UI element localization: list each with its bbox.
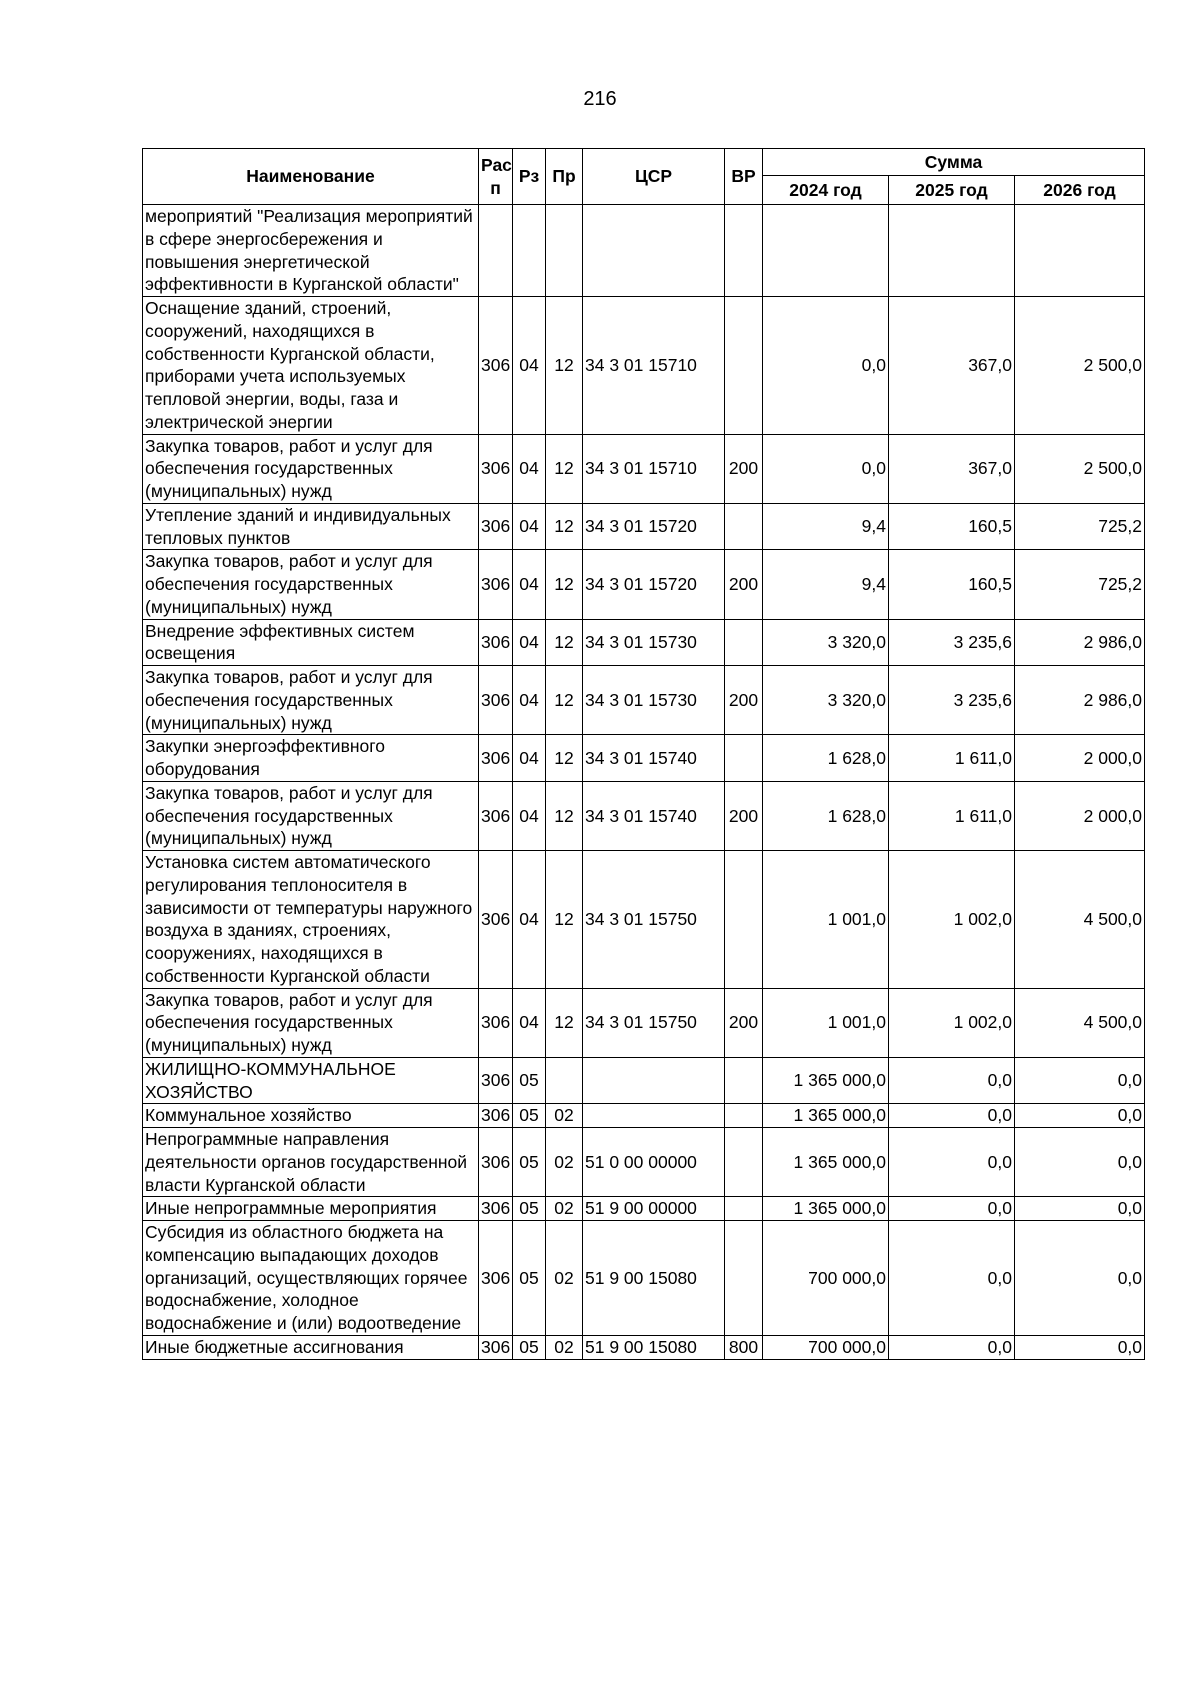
header-2025: 2025 год (889, 176, 1015, 205)
cell-rasp: 306 (479, 735, 513, 782)
cell-name: Субсидия из областного бюджета на компенсацию выпадающих доходов организаций, осуществляющих горячее водоснабжение, холодное водоснабжение и (или) водоотведение (143, 1221, 479, 1336)
header-name: Наименование (143, 149, 479, 205)
cell-s2025: 3 235,6 (889, 619, 1015, 666)
cell-s2024: 700 000,0 (763, 1335, 889, 1359)
cell-s2025: 0,0 (889, 1128, 1015, 1197)
table-row (143, 1128, 1145, 1197)
cell-name: ЖИЛИЩНО-КОММУНАЛЬНОЕ ХОЗЯЙСТВО (143, 1057, 479, 1104)
cell-s2025: 1 611,0 (889, 735, 1015, 782)
cell-s2024: 9,4 (763, 550, 889, 619)
cell-rz: 05 (513, 1104, 546, 1128)
cell-s2025: 367,0 (889, 434, 1015, 503)
cell-s2024: 0,0 (763, 434, 889, 503)
cell-rz: 04 (513, 851, 546, 989)
table-row (143, 735, 1145, 782)
table-row (143, 619, 1145, 666)
cell-s2024 (763, 205, 889, 297)
cell-s2024: 3 320,0 (763, 666, 889, 735)
cell-rasp (479, 205, 513, 297)
cell-rasp: 306 (479, 297, 513, 435)
cell-pr: 12 (546, 550, 583, 619)
cell-s2026: 725,2 (1015, 550, 1145, 619)
cell-s2026: 725,2 (1015, 503, 1145, 550)
cell-rz: 04 (513, 297, 546, 435)
cell-rasp: 306 (479, 1057, 513, 1104)
cell-pr: 02 (546, 1128, 583, 1197)
cell-rz: 05 (513, 1057, 546, 1104)
cell-rasp: 306 (479, 1128, 513, 1197)
cell-csr: 51 9 00 00000 (583, 1197, 725, 1221)
cell-rasp: 306 (479, 781, 513, 850)
cell-rz: 04 (513, 619, 546, 666)
cell-s2024: 1 001,0 (763, 851, 889, 989)
cell-s2026: 2 000,0 (1015, 735, 1145, 782)
header-sum: Сумма (763, 149, 1145, 176)
cell-s2026: 0,0 (1015, 1128, 1145, 1197)
cell-s2024: 1 365 000,0 (763, 1128, 889, 1197)
cell-vr (725, 1221, 763, 1336)
cell-vr: 200 (725, 666, 763, 735)
cell-name: Внедрение эффективных систем освещения (143, 619, 479, 666)
cell-rasp: 306 (479, 434, 513, 503)
cell-s2025 (889, 205, 1015, 297)
cell-rz: 05 (513, 1128, 546, 1197)
cell-pr: 12 (546, 851, 583, 989)
cell-rasp: 306 (479, 1104, 513, 1128)
cell-pr: 12 (546, 735, 583, 782)
cell-vr (725, 851, 763, 989)
cell-vr (725, 1057, 763, 1104)
cell-s2025: 0,0 (889, 1197, 1015, 1221)
cell-s2026: 0,0 (1015, 1335, 1145, 1359)
cell-s2024: 3 320,0 (763, 619, 889, 666)
cell-s2025: 1 611,0 (889, 781, 1015, 850)
cell-csr: 51 9 00 15080 (583, 1335, 725, 1359)
cell-csr: 51 9 00 15080 (583, 1221, 725, 1336)
cell-rz: 04 (513, 988, 546, 1057)
cell-csr: 34 3 01 15720 (583, 550, 725, 619)
cell-s2025: 0,0 (889, 1221, 1015, 1336)
table-header (143, 149, 1145, 205)
cell-s2024: 1 628,0 (763, 781, 889, 850)
cell-name: Закупка товаров, работ и услуг для обеспечения государственных (муниципальных) нужд (143, 666, 479, 735)
cell-name: Оснащение зданий, строений, сооружений, находящихся в собственности Курганской области, приборами учета используемых тепловой энергии, воды, газа и электрической энергии (143, 297, 479, 435)
cell-vr (725, 1128, 763, 1197)
cell-pr: 12 (546, 781, 583, 850)
cell-name: Иные бюджетные ассигнования (143, 1335, 479, 1359)
cell-pr: 02 (546, 1197, 583, 1221)
cell-vr: 800 (725, 1335, 763, 1359)
table-row (143, 851, 1145, 989)
cell-pr: 02 (546, 1335, 583, 1359)
cell-rz: 04 (513, 503, 546, 550)
cell-s2025: 0,0 (889, 1335, 1015, 1359)
table-row (143, 503, 1145, 550)
table-row (143, 1335, 1145, 1359)
cell-s2026: 0,0 (1015, 1197, 1145, 1221)
cell-pr: 12 (546, 503, 583, 550)
cell-s2026: 4 500,0 (1015, 851, 1145, 989)
cell-name: мероприятий "Реализация мероприятий в сфере энергосбережения и повышения энергетической эффективности в Курганской области" (143, 205, 479, 297)
header-pr: Пр (546, 149, 583, 205)
cell-name: Непрограммные направления деятельности органов государственной власти Курганской области (143, 1128, 479, 1197)
table-body (143, 205, 1145, 1360)
page-number: 216 (583, 88, 617, 110)
cell-pr: 12 (546, 666, 583, 735)
cell-pr: 12 (546, 297, 583, 435)
cell-name: Закупки энергоэффективного оборудования (143, 735, 479, 782)
cell-rz: 05 (513, 1335, 546, 1359)
cell-s2026: 0,0 (1015, 1057, 1145, 1104)
cell-rz (513, 205, 546, 297)
cell-csr (583, 205, 725, 297)
cell-rz: 04 (513, 434, 546, 503)
table-row (143, 434, 1145, 503)
cell-vr: 200 (725, 781, 763, 850)
cell-s2024: 700 000,0 (763, 1221, 889, 1336)
cell-csr: 34 3 01 15750 (583, 988, 725, 1057)
cell-rz: 05 (513, 1221, 546, 1336)
header-2024: 2024 год (763, 176, 889, 205)
cell-s2024: 9,4 (763, 503, 889, 550)
cell-csr: 51 0 00 00000 (583, 1128, 725, 1197)
cell-s2025: 0,0 (889, 1104, 1015, 1128)
header-vr: ВР (725, 149, 763, 205)
header-2026: 2026 год (1015, 176, 1145, 205)
cell-csr: 34 3 01 15750 (583, 851, 725, 989)
cell-rz: 05 (513, 1197, 546, 1221)
cell-name: Закупка товаров, работ и услуг для обеспечения государственных (муниципальных) нужд (143, 434, 479, 503)
cell-s2026: 2 000,0 (1015, 781, 1145, 850)
cell-vr (725, 1104, 763, 1128)
cell-s2024: 1 628,0 (763, 735, 889, 782)
cell-s2024: 1 365 000,0 (763, 1104, 889, 1128)
cell-name: Утепление зданий и индивидуальных тепловых пунктов (143, 503, 479, 550)
budget-table (142, 148, 1145, 1360)
table-row (143, 205, 1145, 297)
cell-rasp: 306 (479, 1335, 513, 1359)
cell-s2026: 2 500,0 (1015, 297, 1145, 435)
cell-pr: 12 (546, 988, 583, 1057)
cell-rz: 04 (513, 666, 546, 735)
cell-s2024: 1 365 000,0 (763, 1057, 889, 1104)
cell-s2025: 1 002,0 (889, 988, 1015, 1057)
cell-rz: 04 (513, 781, 546, 850)
cell-s2025: 3 235,6 (889, 666, 1015, 735)
cell-csr: 34 3 01 15710 (583, 434, 725, 503)
cell-name: Установка систем автоматического регулирования теплоносителя в зависимости от температуры наружного воздуха в зданиях, строениях, сооружениях, находящихся в собственности Курганской области (143, 851, 479, 989)
cell-name: Закупка товаров, работ и услуг для обеспечения государственных (муниципальных) нужд (143, 550, 479, 619)
table-row (143, 1104, 1145, 1128)
cell-rasp: 306 (479, 1221, 513, 1336)
cell-s2026: 0,0 (1015, 1221, 1145, 1336)
cell-rz: 04 (513, 735, 546, 782)
cell-csr: 34 3 01 15730 (583, 666, 725, 735)
cell-vr (725, 205, 763, 297)
cell-s2026 (1015, 205, 1145, 297)
cell-s2026: 4 500,0 (1015, 988, 1145, 1057)
cell-name: Закупка товаров, работ и услуг для обеспечения государственных (муниципальных) нужд (143, 781, 479, 850)
cell-csr: 34 3 01 15740 (583, 735, 725, 782)
cell-s2026: 2 986,0 (1015, 666, 1145, 735)
cell-rasp: 306 (479, 619, 513, 666)
cell-csr: 34 3 01 15710 (583, 297, 725, 435)
cell-csr: 34 3 01 15730 (583, 619, 725, 666)
table-row (143, 781, 1145, 850)
cell-vr (725, 1197, 763, 1221)
table-row (143, 666, 1145, 735)
cell-csr: 34 3 01 15740 (583, 781, 725, 850)
cell-s2024: 0,0 (763, 297, 889, 435)
cell-rasp: 306 (479, 851, 513, 989)
cell-vr (725, 735, 763, 782)
cell-csr: 34 3 01 15720 (583, 503, 725, 550)
cell-s2025: 367,0 (889, 297, 1015, 435)
cell-rasp: 306 (479, 1197, 513, 1221)
cell-pr (546, 205, 583, 297)
cell-s2026: 0,0 (1015, 1104, 1145, 1128)
cell-rasp: 306 (479, 666, 513, 735)
cell-pr: 12 (546, 434, 583, 503)
cell-pr (546, 1057, 583, 1104)
table-row (143, 1221, 1145, 1336)
cell-rz: 04 (513, 550, 546, 619)
header-rz: Рз (513, 149, 546, 205)
cell-s2024: 1 001,0 (763, 988, 889, 1057)
cell-s2026: 2 500,0 (1015, 434, 1145, 503)
cell-vr: 200 (725, 988, 763, 1057)
cell-csr (583, 1104, 725, 1128)
cell-vr: 200 (725, 434, 763, 503)
cell-s2025: 160,5 (889, 503, 1015, 550)
table-row (143, 1197, 1145, 1221)
cell-rasp: 306 (479, 988, 513, 1057)
cell-s2025: 0,0 (889, 1057, 1015, 1104)
cell-s2026: 2 986,0 (1015, 619, 1145, 666)
cell-s2024: 1 365 000,0 (763, 1197, 889, 1221)
table-row (143, 297, 1145, 435)
cell-vr (725, 503, 763, 550)
cell-s2025: 160,5 (889, 550, 1015, 619)
cell-vr: 200 (725, 550, 763, 619)
cell-pr: 02 (546, 1104, 583, 1128)
cell-name: Иные непрограммные мероприятия (143, 1197, 479, 1221)
cell-csr (583, 1057, 725, 1104)
cell-name: Закупка товаров, работ и услуг для обеспечения государственных (муниципальных) нужд (143, 988, 479, 1057)
cell-pr: 02 (546, 1221, 583, 1336)
cell-pr: 12 (546, 619, 583, 666)
cell-rasp: 306 (479, 503, 513, 550)
table-row (143, 550, 1145, 619)
cell-vr (725, 619, 763, 666)
cell-rasp: 306 (479, 550, 513, 619)
header-rasp: Рас п (479, 149, 513, 205)
header-csr: ЦСР (583, 149, 725, 205)
table-row (143, 1057, 1145, 1104)
cell-vr (725, 297, 763, 435)
table-row (143, 988, 1145, 1057)
cell-s2025: 1 002,0 (889, 851, 1015, 989)
cell-name: Коммунальное хозяйство (143, 1104, 479, 1128)
